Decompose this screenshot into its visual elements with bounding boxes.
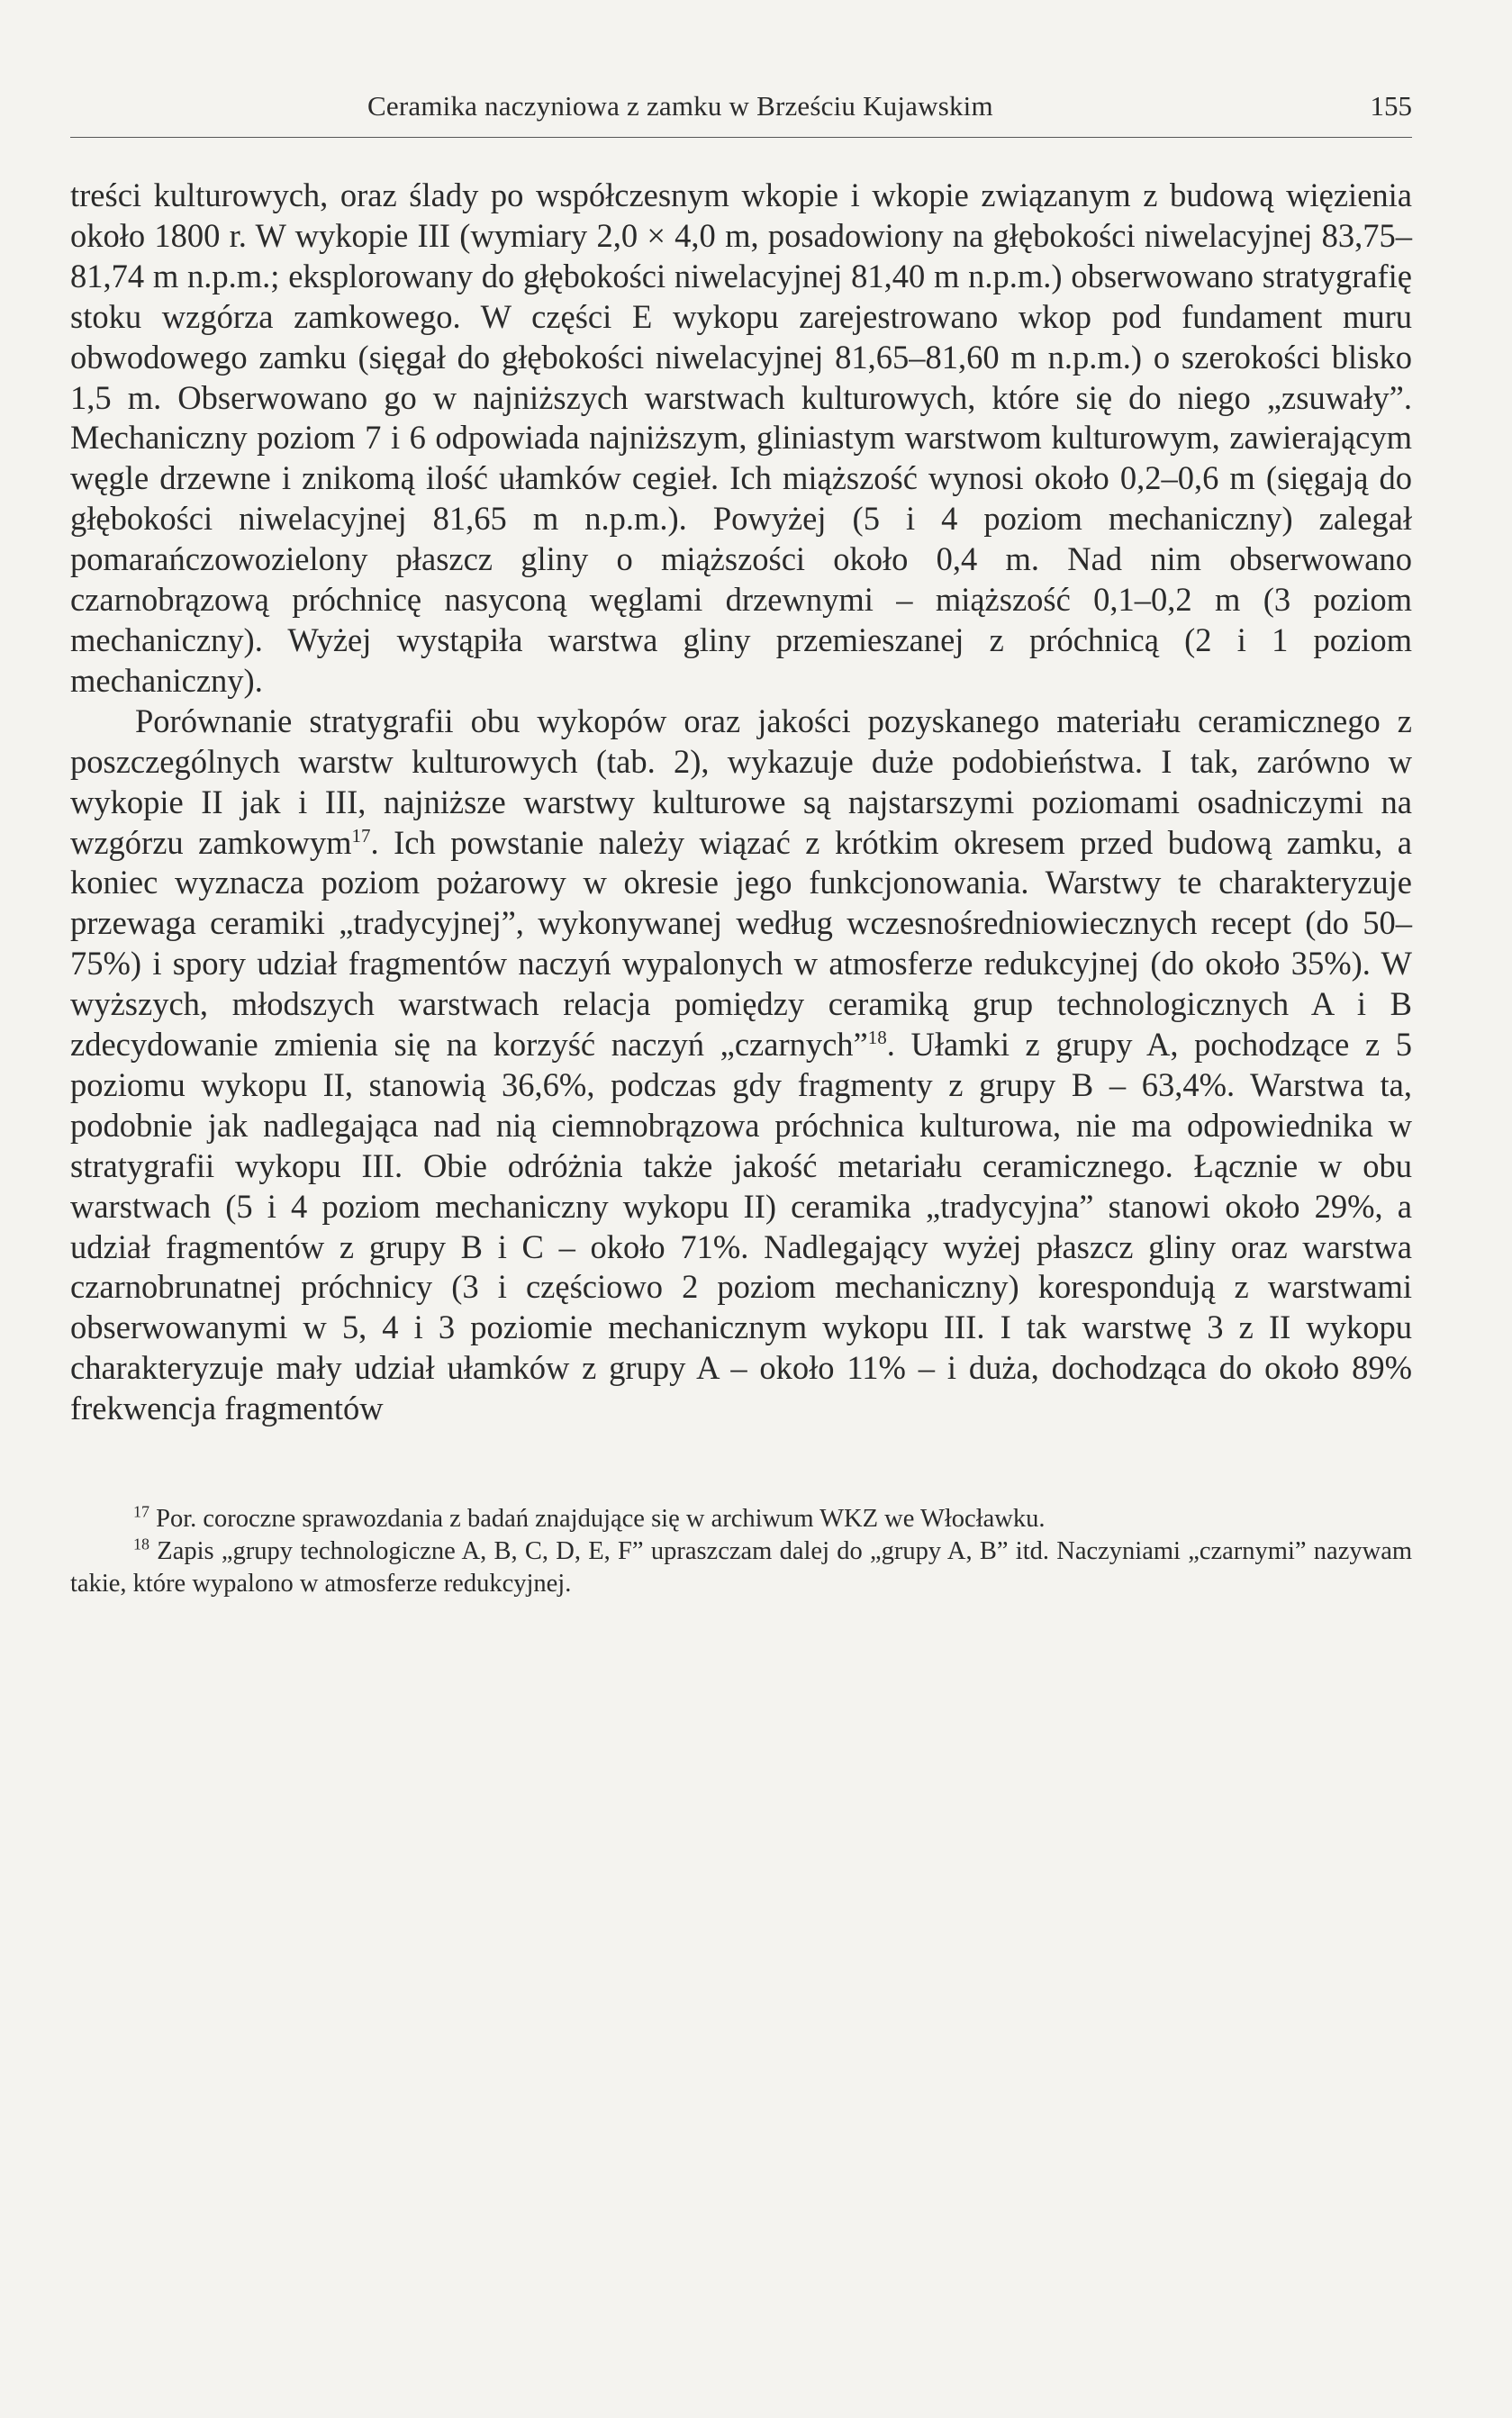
footnote-ref-18: 18 (867, 1026, 887, 1048)
body-text (70, 176, 1412, 1429)
footnote-text-18: Zapis „grupy technologiczne A, B, C, D, E, F” upraszczam dalej do „grupy A, B” itd. Naczyniami „czarnymi” nazywam takie, które wypalono w atmosferze redukcyjnej. (70, 1537, 1413, 1598)
paragraph-2-part-1: Porównanie stratygrafii obu wykopów oraz jakości pozyskanego materiału ceramicznego z poszczególnych warstw kulturowych (tab. 2), wykazuje duże podobieństwa. I tak, zarówno w wykopie II jak i III, najniższe warstwy kulturowe są najstarszymi poziomami osadniczymi na wzgórzu zamkowym (70, 702, 1412, 861)
paragraph-1: treści kulturowych, oraz ślady po współczesnym wkopie i wkopie związanym z budową więzienia około 1800 r. W wykopie III (wymiary 2,0 × 4,0 m, posadowiony na głębokości niwelacyjnej 83,75–81,74 m n.p.m.; eksplorowany do głębokości niwelacyjnej 81,40 m n.p.m.) obserwowano stratygrafię stoku wzgórza zamkowego. W części E wykopu zarejestrowano wkop pod fundament muru obwodowego zamku (sięgał do głębokości niwelacyjnej 81,65–81,60 m n.p.m.) o szerokości blisko 1,5 m. Obserwowano go w najniższych warstwach kulturowych, które się do niego „zsuwały”. Mechaniczny poziom 7 i 6 odpowiada najniższym, gliniastym warstwom kulturowym, zawierającym węgle drzewne i znikomą ilość ułamków cegieł. Ich miąższość wynosi około 0,2–0,6 m (sięgają do głębokości niwelacyjnej 81,65 m n.p.m.). Powyżej (5 i 4 poziom mechaniczny) zalegał pomarańczowozielony płaszcz gliny o miąższości około 0,4 m. Nad nim obserwowano czarnobrązową próchnicę nasyconą węglami drzewnymi – miąższość 0,1–0,2 m (3 poziom mechaniczny). Wyżej wystąpiła warstwa gliny przemieszanej z próchnicą (2 i 1 poziom mechaniczny). (70, 177, 1412, 699)
paragraph-2 (70, 702, 1412, 1429)
paragraph-2-part-3: . Ułamki z grupy A, pochodzące z 5 poziomu wykopu II, stanowią 36,6%, podczas gdy fragmenty z grupy B – 63,4%. Warstwa ta, podobnie jak nadlegająca nad nią ciemnobrązowa próchnica kulturowa, nie ma odpowiednika w stratygrafii wykopu III. Obie odróżnia także jakość metariału ceramicznego. Łącznie w obu warstwach (5 i 4 poziom mechaniczny wykopu II) ceramika „tradycyjna” stanowi około 29%, a udział fragmentów z grupy B i C – około 71%. Nadlegający wyżej płaszcz gliny oraz warstwa czarnobrunatnej próchnicy (3 i częściowo 2 poziom mechaniczny) korespondują z warstwami obserwowanymi w 5, 4 i 3 poziomie mechanicznym wykopu III. I tak warstwę 3 z II wykopu charakteryzuje mały udział ułamków z grupy A – około 11% – i duża, dochodząca do około 89% frekwencja fragmentów (70, 1026, 1412, 1427)
running-title: Ceramika naczyniowa z zamku w Brześciu Kujawskim (367, 90, 993, 122)
footnote-mark-18: 18 (133, 1535, 149, 1553)
running-head (70, 81, 1412, 138)
page-number: 155 (1370, 90, 1412, 122)
page (70, 81, 1412, 1600)
footnote-ref-17: 17 (351, 824, 371, 847)
footnote-mark-17: 17 (133, 1502, 149, 1521)
footnote-text-17: Por. coroczne sprawozdania z badań znajdujące się w archiwum WKZ we Włocławku. (156, 1505, 1046, 1534)
footnote-18 (70, 1535, 1412, 1600)
footnotes (70, 1503, 1412, 1600)
footnote-17 (70, 1503, 1412, 1535)
paragraph-2-part-2: . Ich powstanie należy wiązać z krótkim okresem przed budową zamku, a koniec wyznacza poziom pożarowy w okresie jego funkcjonowania. Warstwy te charakteryzuje przewaga ceramiki „tradycyjnej”, wykonywanej według wczesnośredniowiecznych recept (do 50–75%) i spory udział fragmentów naczyń wypalonych w atmosferze redukcyjnej (do około 35%). W wyższych, młodszych warstwach relacja pomiędzy ceramiką grup technologicznych A i B zdecydowanie zmienia się na korzyść naczyń „czarnych” (70, 823, 1412, 1064)
